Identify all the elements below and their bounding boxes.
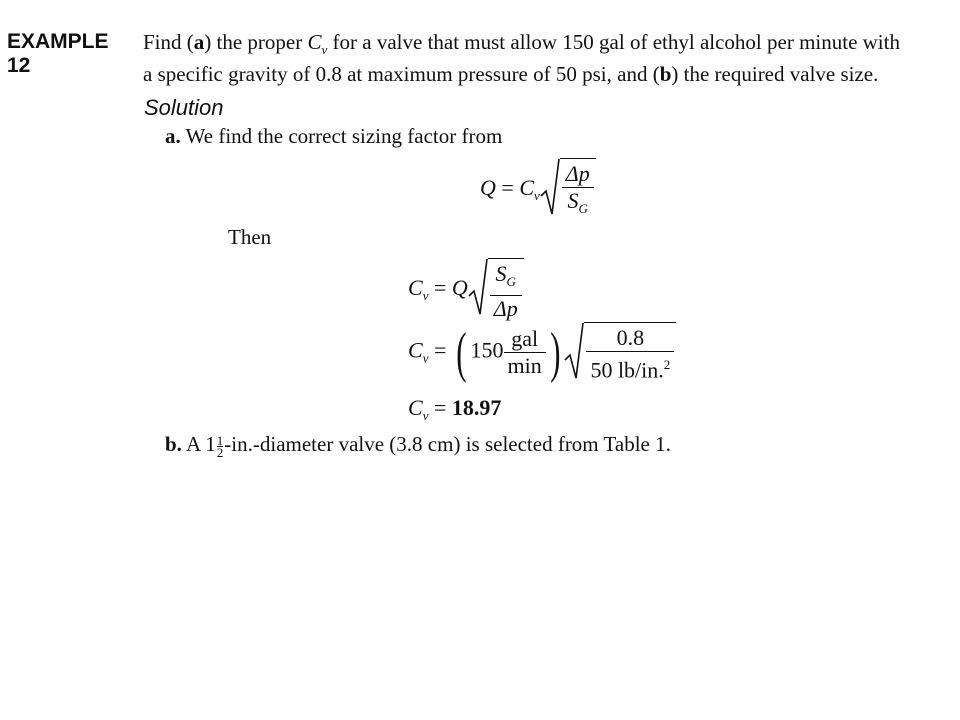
q-symbol: Q [480,175,496,201]
sg-symbol: S [495,261,507,286]
unit-fraction [504,326,546,379]
square-root [540,158,596,222]
left-paren: ( [456,321,467,384]
right-paren: ) [549,321,561,384]
cv-symbol: C [307,30,322,54]
cv-symbol: C [408,275,423,301]
square-root [564,322,676,383]
equation-cv-solved [408,258,524,322]
cv-symbol: C [519,175,534,201]
square-root [468,258,524,322]
problem-line-1 [143,30,900,62]
part-b-text: A 1 [186,432,216,456]
fraction-denominator: 50 lb/in. [590,357,664,383]
part-ref-b: b [659,62,672,86]
part-b-text: -in.-diameter valve (3.8 cm) is selected from Table 1. [224,432,671,456]
equals-sign: = [428,395,452,420]
cv-result-value: 18.97 [451,395,502,420]
fraction-denominator: Δp [493,296,518,321]
equals-sign: = [428,275,452,301]
equation-cv-result [408,395,501,424]
problem-text: a specific gravity of 0.8 at maximum pressure of 50 psi, and ( [143,62,660,86]
part-a-text: We find the correct sizing factor from [185,124,503,148]
half-fraction [216,432,224,460]
fraction-denominator: 2 [216,444,224,460]
radical-sign-icon [540,158,560,216]
cv-subscript: v [422,288,429,304]
equation-cv-substituted [408,322,676,383]
cv-symbol: C [408,395,423,420]
problem-line-2 [143,62,900,86]
problem-text: ) the proper [204,30,308,54]
unit-numerator: gal [504,326,546,353]
problem-text: Find ( [143,30,194,54]
equals-sign: = [428,337,452,363]
part-a [165,124,502,149]
fraction-numerator: 0.8 [586,325,674,352]
flow-value: 150 [470,337,504,363]
part-b [165,432,671,458]
example-word: EXAMPLE [7,30,109,53]
sg-symbol: S [567,188,579,213]
example-label [7,30,109,78]
problem-text: for a valve that must allow 150 gal of ethyl alcohol per minute with [327,30,900,54]
cv-subscript: v [422,408,429,423]
example-number: 12 [7,54,31,77]
exponent: 2 [663,357,671,372]
cv-symbol: C [408,337,423,363]
solution-heading: Solution [144,95,224,120]
then-text: Then [228,225,272,249]
sg-subscript: G [578,201,588,216]
q-symbol: Q [451,275,468,301]
fraction [586,325,674,383]
radical-sign-icon [564,322,584,380]
part-ref-a: a [193,30,205,54]
sg-subscript: G [506,274,516,289]
fraction [562,161,594,222]
fraction [490,261,522,322]
radical-sign-icon [468,258,488,316]
fraction-numerator: Δp [562,161,594,188]
problem-text: ) the required valve size. [671,62,879,86]
equation-flow [480,158,596,222]
fraction-numerator: 1 [216,432,224,448]
problem-statement [143,30,900,86]
part-a-marker: a. [165,124,181,148]
equals-sign: = [495,175,520,201]
part-b-marker: b. [165,432,182,456]
cv-subscript: v [321,42,328,57]
cv-subscript: v [422,350,429,366]
cv-subscript: v [534,188,540,204]
unit-denominator: min [507,353,542,379]
